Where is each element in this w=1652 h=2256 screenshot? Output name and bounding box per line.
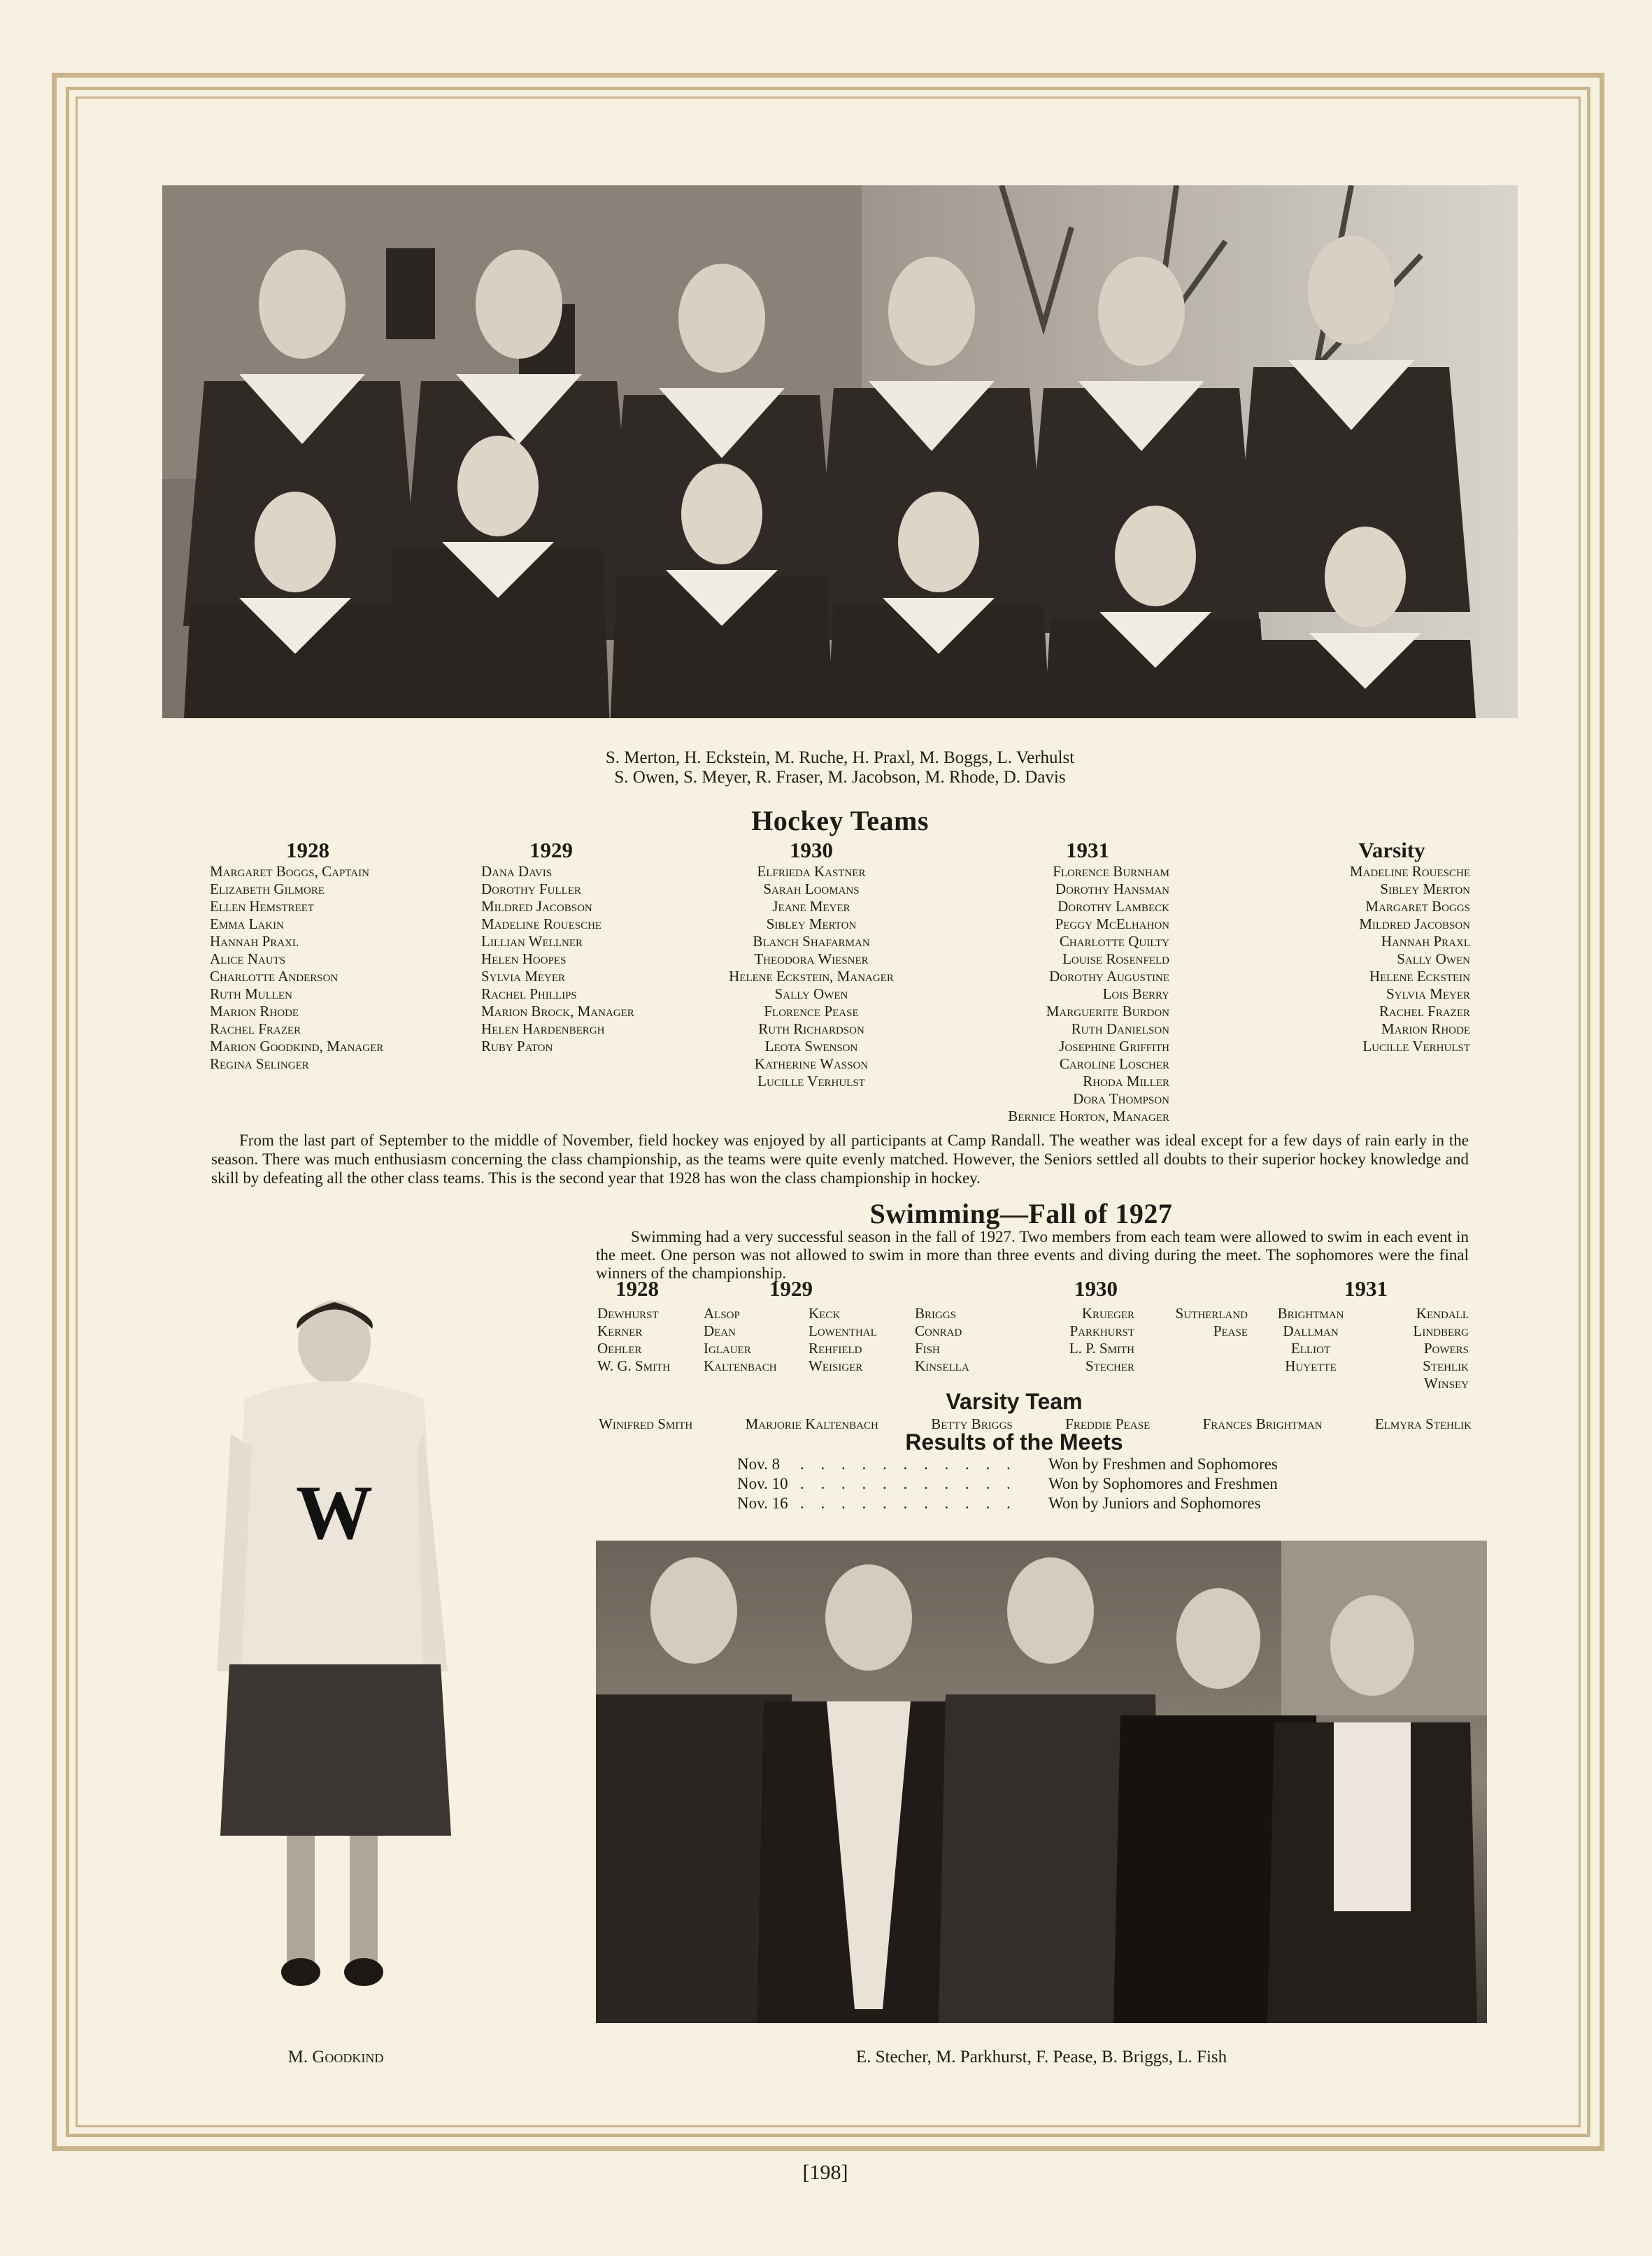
swimmer-name: Elliot — [1290, 1340, 1331, 1357]
swimmer-name: Rehfield — [809, 1340, 862, 1357]
team-member-name: Charlotte Quilty — [1059, 933, 1169, 950]
team-member-name: Marguerite Burdon — [1046, 1003, 1169, 1020]
team-member-name: Louise Rosenfeld — [1062, 950, 1169, 967]
varsity-member-name: Freddie Pease — [1065, 1415, 1151, 1432]
swim-col-1928a — [597, 1305, 670, 1375]
swimmer-name: Iglauer — [704, 1340, 751, 1357]
results-list — [737, 1455, 1278, 1513]
hockey-photo-caption — [162, 748, 1518, 787]
swimmer-name: Dewhurst — [597, 1305, 659, 1322]
swim-col-1930b — [1144, 1305, 1248, 1340]
varsity-member-name: Winifred Smith — [599, 1415, 693, 1432]
hockey-paragraph: From the last part of September to the middle of November, field hockey was enjoyed by all participants at Camp Randall. The weather was ideal except for a few days of rain early in the season. There was much enthusiasm concerning the class championship, as the teams were quite evenly matched. However, the Seniors settled all doubts to their superior hockey knowledge and skill by defeating all the other class teams. This is the second year that 1928 has won the class championship in hockey. — [211, 1131, 1469, 1187]
team-member-name: Sally Owen — [1397, 950, 1470, 967]
team-member-name: Rachel Frazer — [1379, 1003, 1470, 1020]
team-member-name: Sally Owen — [774, 985, 848, 1002]
team-member-name: Ellen Hemstreet — [210, 898, 315, 915]
swimmer-name: Lindberg — [1413, 1322, 1469, 1339]
leader-dots: . . . . . . . . . . . — [800, 1494, 1017, 1512]
swimming-paragraph: Swimming had a very successful season in the fall of 1927. Two members from each team were allowed to swim in each event in the meet. One person was not allowed to swim in more than three events and diving during the meet. The sophomores were the final winners of the championship. — [596, 1228, 1469, 1282]
varsity-member-name: Betty Briggs — [931, 1415, 1013, 1432]
meet-date: Nov. 10 — [737, 1475, 788, 1492]
team-member-name: Marion Goodkind, Manager — [210, 1038, 384, 1055]
swimmer-name: Lowenthal — [809, 1322, 877, 1339]
team-member-name: Sibley Merton — [1380, 880, 1470, 897]
page-number: [198] — [802, 2161, 848, 2184]
swimmer-name: Dallman — [1283, 1322, 1339, 1339]
hockey-col-varsity — [1245, 838, 1470, 1055]
swimmer-name: Dean — [704, 1322, 736, 1339]
leader-dots: . . . . . . . . . . . — [800, 1455, 1017, 1473]
meet-result: Won by Sophomores and Freshmen — [1048, 1475, 1278, 1492]
team-member-name: Marion Brock, Manager — [481, 1003, 634, 1020]
sweater-letter: W — [296, 1470, 373, 1555]
swimmer-name: Keck — [809, 1305, 841, 1322]
team-member-name: Hannah Praxl — [1381, 933, 1470, 950]
team-member-name: Sylvia Meyer — [1386, 985, 1470, 1002]
team-member-name: Margaret Boggs, Captain — [210, 863, 369, 880]
name-list — [210, 863, 462, 1073]
team-member-name: Lucille Verhulst — [1362, 1038, 1470, 1055]
goodkind-caption: M. Goodkind — [287, 2048, 384, 2066]
team-member-name: Ruby Paton — [481, 1038, 553, 1055]
team-member-name: Sibley Merton — [766, 915, 857, 932]
team-member-name: Madeline Rouesche — [481, 915, 602, 932]
hockey-col-1929 — [481, 838, 705, 1055]
swimmer-name: Kendall — [1416, 1305, 1469, 1322]
team-member-name: Peggy McElhahon — [1055, 915, 1169, 932]
swim-col-1929b — [915, 1305, 969, 1375]
team-member-name: Dana Davis — [481, 863, 553, 880]
meet-result: Won by Freshmen and Sophomores — [1048, 1455, 1278, 1473]
team-member-name: Ruth Danielson — [1071, 1020, 1169, 1037]
swimmer-name: Briggs — [915, 1305, 957, 1322]
swimming-team-photo — [596, 1541, 1487, 2023]
swimmer-name: Stehlik — [1423, 1357, 1469, 1374]
team-member-name: Blanch Shafarman — [753, 933, 870, 950]
swimmer-name: Alsop — [704, 1305, 740, 1322]
team-member-name: Helene Eckstein — [1369, 968, 1470, 985]
swimmer-name: Kerner — [597, 1322, 643, 1339]
team-member-name: Dorothy Augustine — [1049, 968, 1169, 985]
team-member-name: Dorothy Lambeck — [1058, 898, 1169, 915]
team-member-name: Dorothy Hansman — [1055, 880, 1169, 897]
year-heading: 1930 — [790, 838, 833, 862]
team-member-name: Caroline Loscher — [1059, 1055, 1169, 1072]
caption-line-2: S. Owen, S. Meyer, R. Fraser, M. Jacobson, M. Rhode, D. Davis — [614, 768, 1066, 787]
leader-dots: . . . . . . . . . . . — [800, 1475, 1017, 1492]
swim-col-1929a — [809, 1305, 877, 1375]
swimmer-name: Kinsella — [915, 1357, 969, 1374]
swimming-photo-caption: E. Stecher, M. Parkhurst, F. Pease, B. Briggs, L. Fish — [855, 2048, 1227, 2066]
team-member-name: Ruth Richardson — [758, 1020, 864, 1037]
swimmer-name: Conrad — [915, 1322, 962, 1339]
name-list — [937, 863, 1169, 1125]
team-member-name: Katherine Wasson — [754, 1055, 869, 1072]
varsity-member-name: Frances Brightman — [1202, 1415, 1323, 1432]
swimmer-name: Stecher — [1085, 1357, 1134, 1374]
hockey-team-photo — [162, 185, 1518, 718]
name-list — [1245, 863, 1470, 1055]
swimmer-name: Powers — [1423, 1340, 1469, 1357]
team-member-name: Florence Pease — [764, 1003, 859, 1020]
meet-date: Nov. 8 — [737, 1455, 781, 1473]
team-member-name: Sarah Loomans — [763, 880, 860, 897]
team-member-name: Dora Thompson — [1073, 1090, 1169, 1107]
swimmer-name: Brightman — [1277, 1305, 1344, 1322]
team-member-name: Marion Rhode — [210, 1003, 299, 1020]
year-1928: 1928 — [615, 1276, 659, 1301]
goodkind-photo — [210, 1294, 462, 2021]
team-member-name: Bernice Horton, Manager — [1008, 1108, 1169, 1125]
team-member-name: Helene Eckstein, Manager — [729, 968, 894, 985]
team-member-name: Dorothy Fuller — [481, 880, 581, 897]
team-member-name: Rhoda Miller — [1083, 1073, 1169, 1090]
year-heading: 1929 — [529, 838, 573, 862]
swim-col-1928b — [704, 1305, 777, 1375]
year-1929: 1929 — [769, 1276, 813, 1301]
swim-col-1930a — [1039, 1305, 1134, 1375]
meet-result-row — [737, 1494, 1278, 1513]
swimmer-name: Oehler — [597, 1340, 642, 1357]
swimmer-name: Pease — [1213, 1322, 1248, 1339]
swimmer-name: Fish — [915, 1340, 940, 1357]
team-member-name: Theodora Wiesner — [754, 950, 869, 967]
meet-result: Won by Juniors and Sophomores — [1048, 1494, 1261, 1512]
team-member-name: Hannah Praxl — [210, 933, 299, 950]
team-member-name: Emma Lakin — [210, 915, 284, 932]
team-member-name: Charlotte Anderson — [210, 968, 339, 985]
year-1930: 1930 — [1074, 1276, 1118, 1301]
year-1931: 1931 — [1344, 1276, 1388, 1301]
varsity-team-title: Varsity Team — [946, 1389, 1083, 1414]
swim-col-1931a — [1263, 1305, 1358, 1375]
swimmer-name: W. G. Smith — [597, 1357, 671, 1374]
swimmer-name: Sutherland — [1175, 1305, 1248, 1322]
team-member-name: Ruth Mullen — [210, 985, 292, 1002]
swim-col-1931b — [1385, 1305, 1469, 1392]
meet-result-row — [737, 1455, 1278, 1474]
team-member-name: Helen Hardenbergh — [481, 1020, 605, 1037]
hockey-col-1928 — [210, 838, 462, 1073]
swimmer-name: Parkhurst — [1069, 1322, 1134, 1339]
varsity-member-name: Marjorie Kaltenbach — [745, 1415, 878, 1432]
swimmer-name: Krueger — [1081, 1305, 1134, 1322]
meet-result-row — [737, 1474, 1278, 1494]
team-member-name: Helen Hoopes — [481, 950, 567, 967]
meet-date: Nov. 16 — [737, 1494, 788, 1512]
swimmer-name: L. P. Smith — [1069, 1340, 1134, 1357]
team-member-name: Florence Burnham — [1053, 863, 1169, 880]
name-list — [699, 863, 923, 1090]
team-member-name: Lillian Wellner — [481, 933, 583, 950]
hockey-title: Hockey Teams — [751, 805, 929, 836]
year-heading: 1928 — [286, 838, 329, 862]
team-member-name: Margaret Boggs — [1365, 898, 1470, 915]
team-member-name: Marion Rhode — [1381, 1020, 1470, 1037]
team-member-name: Josephine Griffith — [1059, 1038, 1169, 1055]
team-member-name: Lucille Verhulst — [757, 1073, 865, 1090]
team-member-name: Alice Nauts — [210, 950, 286, 967]
name-list — [481, 863, 705, 1055]
results-title: Results of the Meets — [905, 1429, 1123, 1455]
swimmer-name: Kaltenbach — [704, 1357, 777, 1374]
team-member-name: Rachel Frazer — [210, 1020, 301, 1037]
team-member-name: Elizabeth Gilmore — [210, 880, 325, 897]
hockey-col-1931 — [937, 838, 1169, 1125]
team-member-name: Leota Swenson — [764, 1038, 858, 1055]
swimmer-name: Weisiger — [809, 1357, 863, 1374]
hockey-col-1930 — [699, 838, 923, 1090]
year-heading: 1931 — [1066, 838, 1109, 862]
team-member-name: Rachel Phillips — [481, 985, 577, 1002]
caption-line-1: S. Merton, H. Eckstein, M. Ruche, H. Praxl, M. Boggs, L. Verhulst — [605, 748, 1075, 767]
team-member-name: Mildred Jacobson — [481, 898, 592, 915]
swimmer-name: Huyette — [1285, 1357, 1337, 1374]
year-heading: Varsity — [1358, 838, 1425, 862]
swimmer-name: Winsey — [1424, 1375, 1469, 1392]
team-member-name: Regina Selinger — [210, 1055, 309, 1072]
team-member-name: Lois Berry — [1102, 985, 1169, 1002]
team-member-name: Sylvia Meyer — [481, 968, 566, 985]
team-member-name: Mildred Jacobson — [1359, 915, 1470, 932]
team-member-name: Jeane Meyer — [772, 898, 850, 915]
varsity-member-name: Elmyra Stehlik — [1374, 1415, 1472, 1432]
team-member-name: Madeline Rouesche — [1349, 863, 1470, 880]
swimming-title: Swimming—Fall of 1927 — [869, 1198, 1173, 1229]
team-member-name: Elfrieda Kastner — [757, 863, 866, 880]
